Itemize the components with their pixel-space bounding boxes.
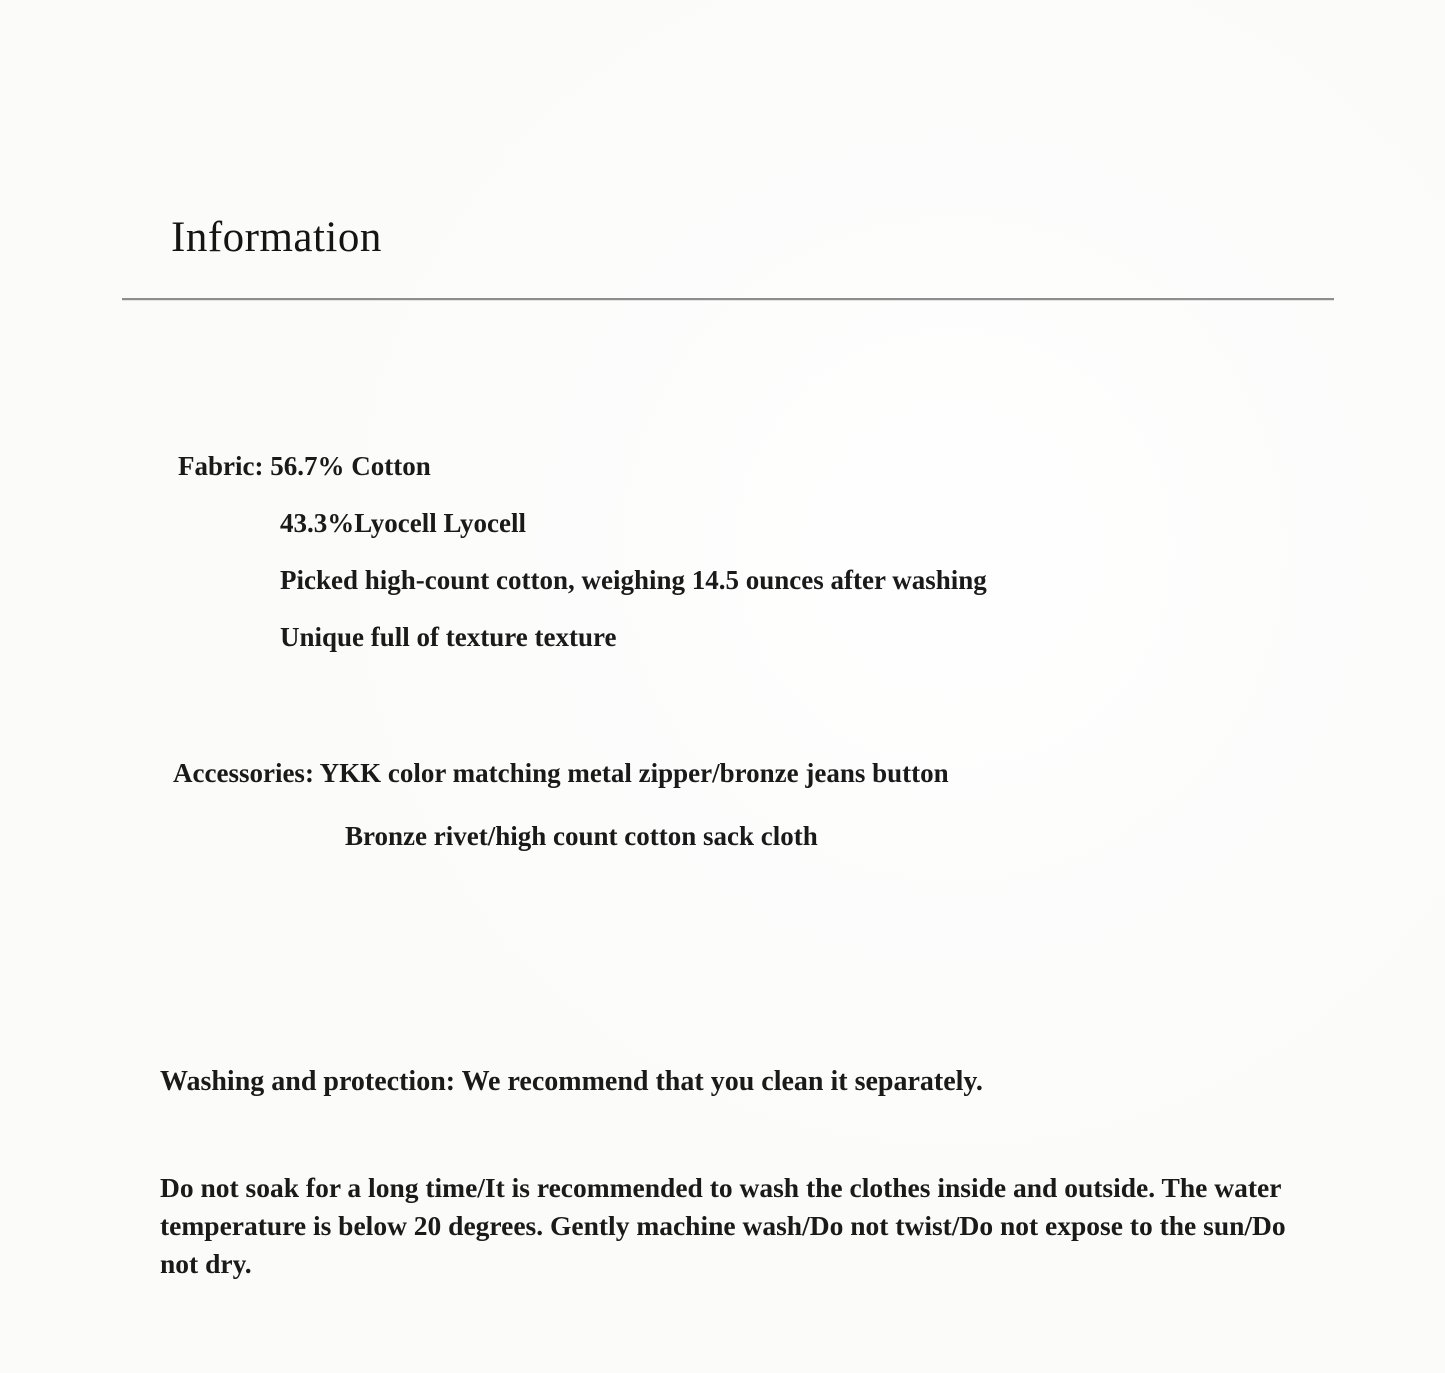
accessories-section — [173, 742, 949, 868]
fabric-line-composition-cotton: Fabric: 56.7% Cotton — [178, 451, 431, 481]
page-title: Information — [171, 213, 382, 261]
fabric-line-texture: Unique full of texture texture — [280, 622, 617, 652]
washing-section-title: Washing and protection: We recommend that you clean it separately. — [160, 1066, 983, 1097]
fabric-section — [178, 438, 987, 666]
fabric-line-composition-lyocell: 43.3%Lyocell Lyocell — [280, 508, 526, 538]
section-divider — [122, 298, 1334, 301]
fabric-line-weight: Picked high-count cotton, weighing 14.5 ounces after washing — [280, 565, 987, 595]
accessories-line-rivet-cloth: Bronze rivet/high count cotton sack cloth — [345, 821, 818, 851]
accessories-line-zipper-button: Accessories: YKK color matching metal zipper/bronze jeans button — [173, 758, 949, 788]
washing-instructions-paragraph: Do not soak for a long time/It is recommended to wash the clothes inside and outside. The water temperature is below 20 degrees. Gently machine wash/Do not twist/Do not expose to the sun/Do not dry. — [160, 1171, 1286, 1279]
